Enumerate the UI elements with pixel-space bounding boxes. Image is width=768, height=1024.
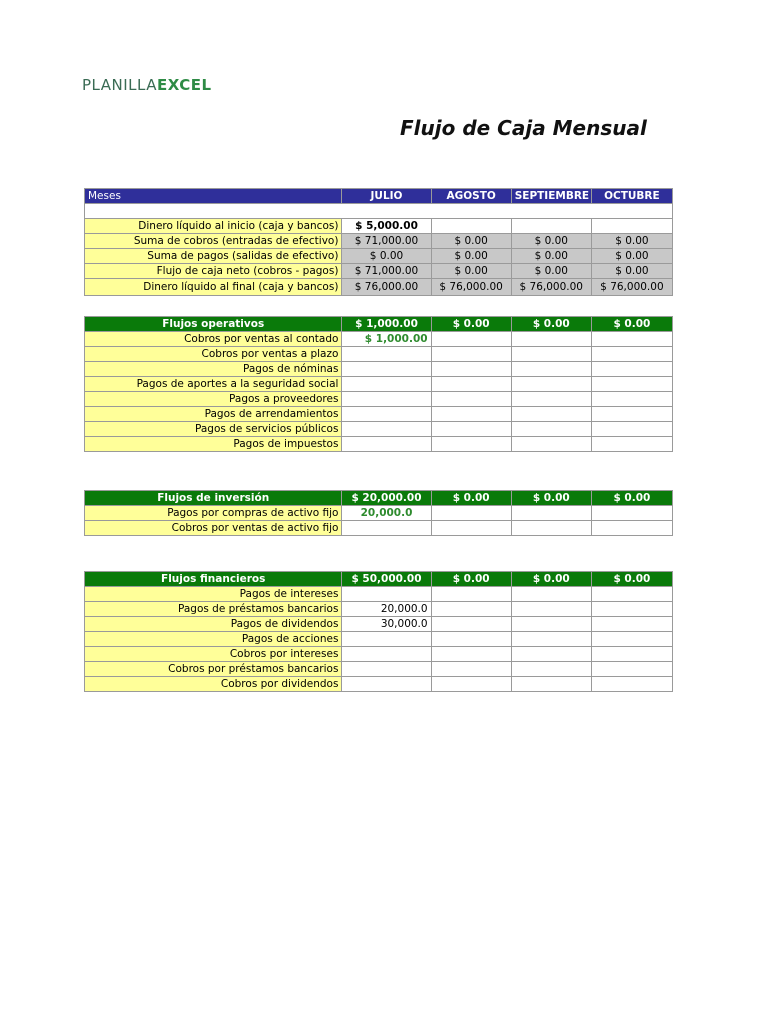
table-row xyxy=(85,647,673,662)
row-label: Cobros por préstamos bancarios xyxy=(85,662,342,677)
row-gap xyxy=(85,204,673,219)
value-cell[interactable] xyxy=(342,377,431,392)
value-cell[interactable] xyxy=(342,347,431,362)
row-label: Suma de pagos (salidas de efectivo) xyxy=(85,249,342,264)
value-cell[interactable] xyxy=(342,662,431,677)
value-cell[interactable] xyxy=(591,677,672,692)
month-header-cell[interactable]: JULIO xyxy=(342,189,431,204)
operating-flows-table xyxy=(84,316,673,452)
table-row xyxy=(85,392,673,407)
value-cell[interactable]: $ 71,000.00 xyxy=(342,264,431,279)
section-header-label: Flujos operativos xyxy=(85,317,342,332)
value-cell[interactable] xyxy=(342,362,431,377)
value-cell[interactable] xyxy=(431,602,511,617)
value-cell[interactable] xyxy=(511,617,591,632)
month-header-cell[interactable]: AGOSTO xyxy=(431,189,511,204)
section-header-label: Flujos de inversión xyxy=(85,491,342,506)
value-cell[interactable]: 20,000.0 xyxy=(342,506,431,521)
value-cell[interactable] xyxy=(591,422,672,437)
value-cell[interactable] xyxy=(591,347,672,362)
row-label: Pagos de arrendamientos xyxy=(85,407,342,422)
row-label: Pagos a proveedores xyxy=(85,392,342,407)
value-cell[interactable] xyxy=(431,392,511,407)
value-cell[interactable] xyxy=(591,617,672,632)
table-row xyxy=(85,617,673,632)
value-cell[interactable] xyxy=(511,422,591,437)
value-cell[interactable] xyxy=(591,362,672,377)
table-row xyxy=(85,602,673,617)
row-label: Dinero líquido al final (caja y bancos) xyxy=(85,279,342,296)
summary-row xyxy=(85,234,673,249)
table-row xyxy=(85,407,673,422)
row-label: Flujo de caja neto (cobros - pagos) xyxy=(85,264,342,279)
value-cell[interactable]: $ 0.00 xyxy=(342,249,431,264)
value-cell[interactable] xyxy=(431,422,511,437)
value-cell[interactable] xyxy=(511,437,591,452)
value-cell[interactable] xyxy=(431,219,511,234)
logo-part-planilla: PLANILLA xyxy=(82,76,157,94)
table-row xyxy=(85,521,673,536)
value-cell[interactable]: $ 0.00 xyxy=(591,264,672,279)
value-cell[interactable]: $ 0.00 xyxy=(591,234,672,249)
row-label: Pagos de intereses xyxy=(85,587,342,602)
value-cell[interactable]: $ 0.00 xyxy=(511,264,591,279)
row-label: Pagos por compras de activo fijo xyxy=(85,506,342,521)
value-cell[interactable] xyxy=(342,521,431,536)
value-cell[interactable] xyxy=(431,662,511,677)
section-total-cell[interactable]: $ 0.00 xyxy=(511,572,591,587)
value-cell[interactable] xyxy=(511,632,591,647)
section-total-cell[interactable]: $ 0.00 xyxy=(431,572,511,587)
investment-flows-table xyxy=(84,490,673,536)
value-cell[interactable] xyxy=(591,407,672,422)
value-cell[interactable] xyxy=(511,392,591,407)
table-row xyxy=(85,506,673,521)
section-header-row xyxy=(85,491,673,506)
value-cell[interactable]: $ 0.00 xyxy=(431,249,511,264)
value-cell[interactable] xyxy=(511,647,591,662)
section-total-cell[interactable]: $ 0.00 xyxy=(511,317,591,332)
value-cell[interactable]: $ 76,000.00 xyxy=(342,279,431,296)
value-cell[interactable] xyxy=(511,347,591,362)
value-cell[interactable]: $ 0.00 xyxy=(431,234,511,249)
section-header-row xyxy=(85,572,673,587)
value-cell[interactable]: $ 76,000.00 xyxy=(511,279,591,296)
value-cell[interactable] xyxy=(431,677,511,692)
table-row xyxy=(85,632,673,647)
value-cell[interactable] xyxy=(511,362,591,377)
value-cell[interactable] xyxy=(431,647,511,662)
value-cell[interactable] xyxy=(342,407,431,422)
value-cell[interactable]: $ 5,000.00 xyxy=(342,219,431,234)
table-row xyxy=(85,347,673,362)
value-cell[interactable] xyxy=(591,219,672,234)
value-cell[interactable] xyxy=(591,377,672,392)
section-total-cell[interactable]: $ 50,000.00 xyxy=(342,572,431,587)
section-total-cell[interactable]: $ 0.00 xyxy=(591,317,672,332)
page-title: Flujo de Caja Mensual xyxy=(400,116,647,140)
value-cell[interactable] xyxy=(431,347,511,362)
month-header-cell[interactable]: OCTUBRE xyxy=(591,189,672,204)
section-header-row xyxy=(85,317,673,332)
value-cell[interactable]: $ 1,000.00 xyxy=(342,332,431,347)
value-cell[interactable] xyxy=(431,632,511,647)
value-cell[interactable]: $ 71,000.00 xyxy=(342,234,431,249)
row-label: Pagos de préstamos bancarios xyxy=(85,602,342,617)
row-label: Pagos de acciones xyxy=(85,632,342,647)
value-cell[interactable] xyxy=(511,506,591,521)
value-cell[interactable] xyxy=(591,506,672,521)
value-cell[interactable] xyxy=(511,219,591,234)
section-total-cell[interactable]: $ 0.00 xyxy=(591,572,672,587)
value-cell[interactable] xyxy=(342,647,431,662)
summary-row xyxy=(85,279,673,296)
row-label: Cobros por dividendos xyxy=(85,677,342,692)
value-cell[interactable] xyxy=(431,506,511,521)
section-total-cell[interactable]: $ 0.00 xyxy=(431,491,511,506)
section-header-label: Flujos financieros xyxy=(85,572,342,587)
row-label: Cobros por ventas de activo fijo xyxy=(85,521,342,536)
value-cell[interactable] xyxy=(511,587,591,602)
row-label: Pagos de aportes a la seguridad social xyxy=(85,377,342,392)
row-label: Cobros por ventas a plazo xyxy=(85,347,342,362)
row-label: Pagos de dividendos xyxy=(85,617,342,632)
row-label: Pagos de servicios públicos xyxy=(85,422,342,437)
value-cell[interactable] xyxy=(431,587,511,602)
row-label: Cobros por ventas al contado xyxy=(85,332,342,347)
value-cell[interactable] xyxy=(511,332,591,347)
value-cell[interactable] xyxy=(431,332,511,347)
value-cell[interactable] xyxy=(431,437,511,452)
logo-part-excel: EXCEL xyxy=(156,76,212,94)
value-cell[interactable] xyxy=(431,407,511,422)
table-row xyxy=(85,677,673,692)
value-cell[interactable] xyxy=(342,587,431,602)
row-label: Dinero líquido al inicio (caja y bancos) xyxy=(85,219,342,234)
table-row xyxy=(85,422,673,437)
value-cell[interactable]: $ 76,000.00 xyxy=(431,279,511,296)
value-cell[interactable] xyxy=(342,422,431,437)
section-total-cell[interactable]: $ 1,000.00 xyxy=(342,317,431,332)
table-row xyxy=(85,362,673,377)
table-row xyxy=(85,332,673,347)
value-cell[interactable]: $ 0.00 xyxy=(431,264,511,279)
value-cell[interactable] xyxy=(511,602,591,617)
value-cell[interactable] xyxy=(342,437,431,452)
section-total-cell[interactable]: $ 0.00 xyxy=(591,491,672,506)
table-row xyxy=(85,377,673,392)
section-total-cell[interactable]: $ 0.00 xyxy=(511,491,591,506)
value-cell[interactable] xyxy=(342,632,431,647)
logo xyxy=(82,76,212,94)
row-label: Cobros por intereses xyxy=(85,647,342,662)
value-cell[interactable] xyxy=(431,617,511,632)
section-total-cell[interactable]: $ 0.00 xyxy=(431,317,511,332)
table-row xyxy=(85,437,673,452)
value-cell[interactable]: $ 0.00 xyxy=(511,249,591,264)
value-cell[interactable] xyxy=(431,521,511,536)
value-cell[interactable] xyxy=(511,521,591,536)
financing-flows-table xyxy=(84,571,673,692)
table-row xyxy=(85,587,673,602)
value-cell[interactable]: $ 0.00 xyxy=(591,249,672,264)
row-label: Pagos de impuestos xyxy=(85,437,342,452)
summary-table xyxy=(84,188,673,296)
value-cell[interactable] xyxy=(511,662,591,677)
value-cell[interactable]: $ 76,000.00 xyxy=(591,279,672,296)
value-cell[interactable] xyxy=(591,662,672,677)
row-label: Pagos de nóminas xyxy=(85,362,342,377)
value-cell[interactable]: 30,000.0 xyxy=(342,617,431,632)
row-label: Suma de cobros (entradas de efectivo) xyxy=(85,234,342,249)
value-cell[interactable] xyxy=(431,362,511,377)
value-cell[interactable] xyxy=(591,521,672,536)
month-header-cell[interactable]: SEPTIEMBRE xyxy=(511,189,591,204)
value-cell[interactable] xyxy=(591,632,672,647)
value-cell[interactable] xyxy=(591,437,672,452)
value-cell[interactable]: $ 0.00 xyxy=(511,234,591,249)
months-header-label: Meses xyxy=(85,189,342,204)
value-cell[interactable] xyxy=(591,587,672,602)
months-header-row xyxy=(85,189,673,204)
value-cell[interactable] xyxy=(431,377,511,392)
value-cell[interactable] xyxy=(511,407,591,422)
section-total-cell[interactable]: $ 20,000.00 xyxy=(342,491,431,506)
value-cell[interactable] xyxy=(591,647,672,662)
summary-row xyxy=(85,264,673,279)
value-cell[interactable] xyxy=(591,392,672,407)
value-cell[interactable] xyxy=(342,677,431,692)
summary-row xyxy=(85,249,673,264)
value-cell[interactable]: 20,000.0 xyxy=(342,602,431,617)
value-cell[interactable] xyxy=(591,332,672,347)
value-cell[interactable] xyxy=(511,377,591,392)
value-cell[interactable] xyxy=(591,602,672,617)
value-cell[interactable] xyxy=(511,677,591,692)
summary-row xyxy=(85,219,673,234)
value-cell[interactable] xyxy=(342,392,431,407)
table-row xyxy=(85,662,673,677)
